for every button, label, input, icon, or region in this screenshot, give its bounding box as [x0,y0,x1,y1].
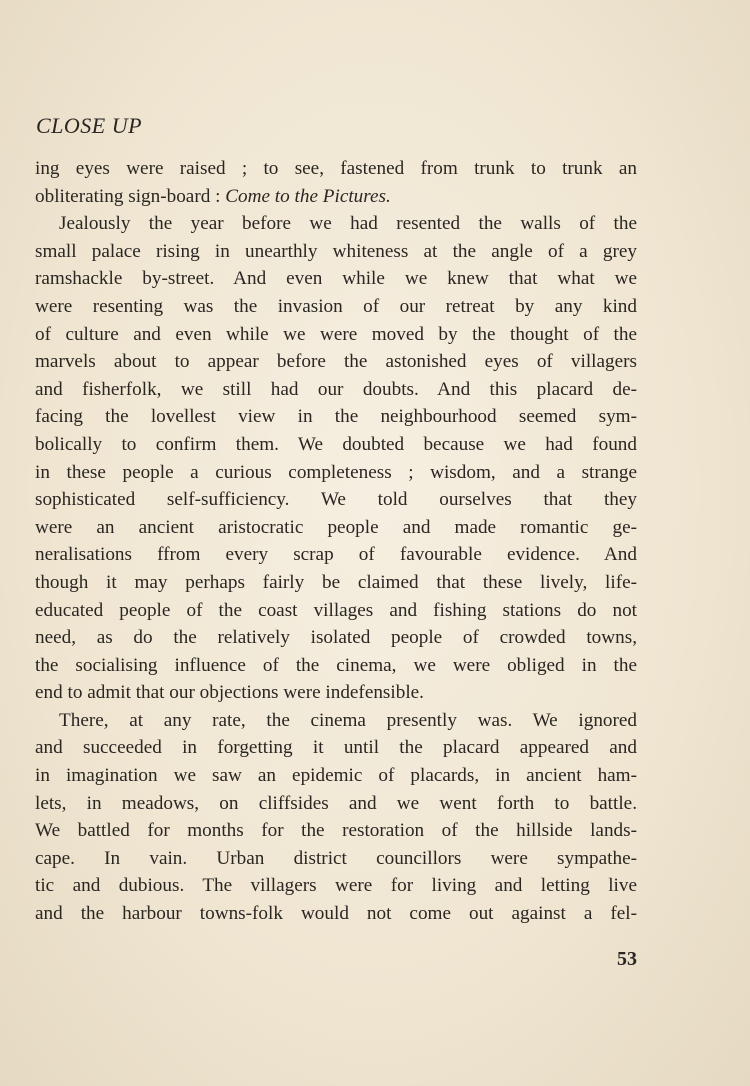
text-line-content: the socialising influence of the cinema, we were obliged in the [35,654,637,676]
text-line-content: and succeeded in forgetting it until the placard appeared and [35,737,637,759]
text-line-content: were resenting was the invasion of our retreat by any kind [35,295,637,317]
text-line [35,762,637,790]
text-line [35,872,637,900]
text-line [35,845,637,873]
text-line [35,238,637,266]
text-line-content: of culture and even while we were moved by the thought of the [35,323,637,345]
text-line [35,431,637,459]
text-line [35,486,637,514]
text-line [35,376,637,404]
text-line [35,597,637,625]
page-number: 53 [617,948,637,970]
text-line-content: There, at any rate, the cinema presently was. We ignored [59,709,637,731]
text-line-content: neralisations ffrom every scrap of favourable evidence. And [35,544,637,566]
text-line-content: obliterating sign-board : [35,185,226,207]
text-line-content: ing eyes were raised ; to see, fastened from trunk to trunk an [35,158,637,179]
text-line [35,541,637,569]
text-line [35,155,637,183]
text-line [35,734,637,762]
body-text [35,155,637,928]
text-line-content: end to admit that our objections were indefensible. [35,682,424,704]
text-line-content: and the harbour towns-folk would not come out against a fel- [35,903,637,925]
text-line-content: Jealously the year before we had resented the walls of the [59,213,637,235]
text-line [35,321,637,349]
text-line [35,459,637,487]
text-line [35,403,637,431]
text-line-content: tic and dubious. The villagers were for living and letting live [35,875,637,897]
text-line [35,514,637,542]
text-line-content: marvels about to appear before the astonished eyes of villagers [35,351,637,373]
text-line-content: facing the lovellest view in the neighbourhood seemed sym- [35,406,637,428]
text-line [35,569,637,597]
text-line-content: lets, in meadows, on cliffsides and we went forth to battle. [35,792,637,814]
text-line-content: sophisticated self-sufficiency. We told ourselves that they [35,489,637,511]
text-line-content: in these people a curious completeness ; wisdom, and a strange [35,461,637,483]
text-line-content: need, as do the relatively isolated people of crowded towns, [35,627,637,649]
italic-title: Come to the Pictures. [225,185,391,207]
text-line [35,707,637,735]
text-line-content: small palace rising in unearthly whiteness at the angle of a grey [35,240,637,262]
text-line [35,183,637,211]
text-line-content: were an ancient aristocratic people and made romantic ge- [35,516,637,538]
text-line [35,817,637,845]
text-line-content: and fisherfolk, we still had our doubts. And this placard de- [35,378,637,400]
text-line-content: educated people of the coast villages and fishing stations do not [35,599,637,621]
running-head: CLOSE UP [36,113,143,138]
text-line [35,679,637,707]
text-line [35,652,637,680]
text-line [35,900,637,928]
text-line-content: though it may perhaps fairly be claimed that these lively, life- [35,571,637,593]
text-line-content: cape. In vain. Urban district councillors were sympathe- [35,847,637,869]
text-line-content: We battled for months for the restoration of the hillside lands- [35,820,637,842]
text-line-content: ramshackle by-street. And even while we knew that what we [35,268,637,290]
text-line-content: in imagination we saw an epidemic of placards, in ancient ham- [35,765,637,787]
text-line [35,210,637,238]
text-line [35,790,637,818]
text-line [35,348,637,376]
text-line-content: bolically to confirm them. We doubted because we had found [35,433,637,455]
text-line [35,624,637,652]
text-line [35,265,637,293]
text-line [35,293,637,321]
